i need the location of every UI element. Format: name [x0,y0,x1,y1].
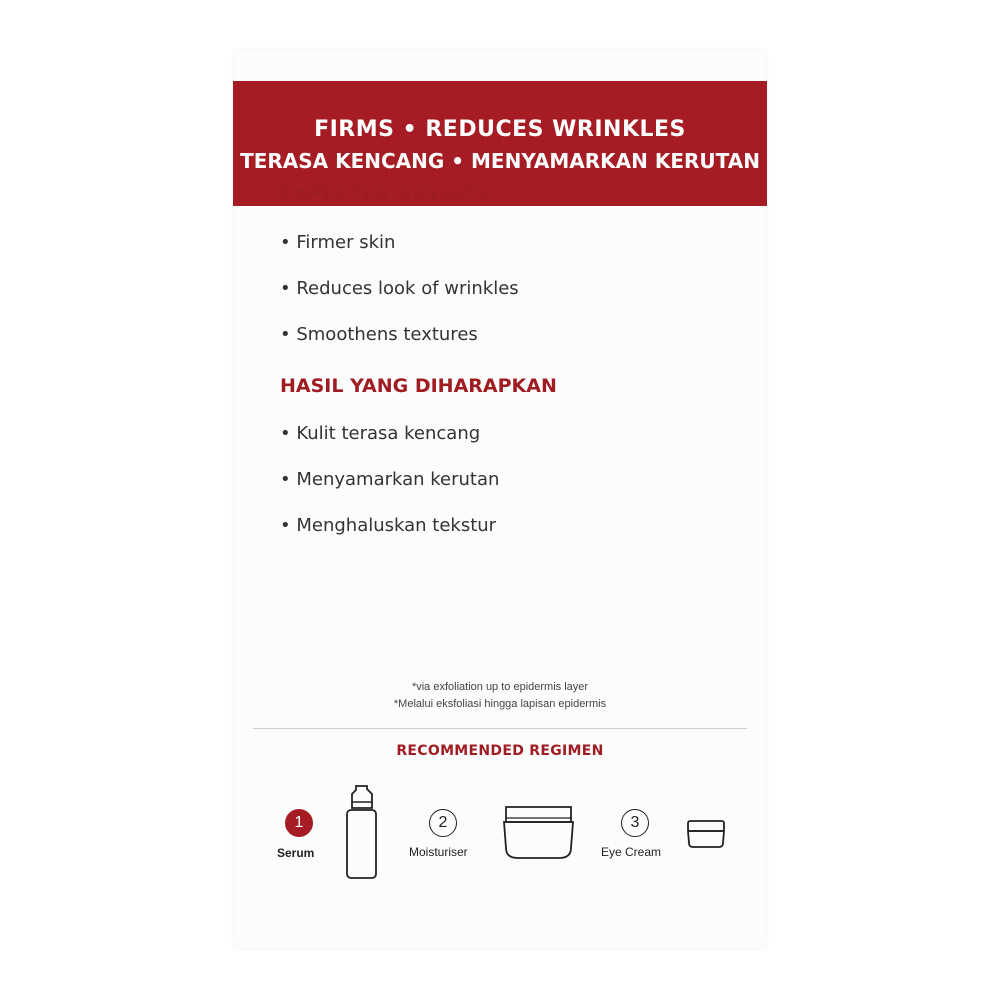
step-2-label: Moisturiser [409,845,468,859]
hasil-item: • Menghaluskan tekstur [280,515,497,536]
footnote-english: *via exfoliation up to epidermis layer [411,681,589,693]
expected-result-item: • Reduces look of wrinkles [280,278,519,299]
step-3-label: Eye Cream [601,845,662,859]
regimen-title: RECOMMENDED REGIMEN [396,743,604,759]
hasil-item: • Menyamarkan kerutan [280,469,500,490]
expected-results-heading: EXPECTED RESULTS [280,183,490,205]
moisturiser-jar-icon [501,804,576,862]
eye-cream-jar-icon [686,819,726,849]
expected-result-text: Firmer skin [296,232,396,253]
product-info-card [233,49,767,949]
section-divider [253,728,747,729]
step-1-label: Serum [277,846,315,860]
step-2-badge: 2 [429,809,457,837]
hasil-text: Kulit terasa kencang [296,423,481,444]
expected-result-text: Smoothens textures [296,324,478,345]
footnote-indonesian: *Melalui eksfoliasi hingga lapisan epidermis [393,698,607,710]
step-3-badge: 3 [621,809,649,837]
step-1-badge: 1 [285,809,313,837]
hasil-item: • Kulit terasa kencang [280,423,481,444]
hasil-text: Menyamarkan kerutan [296,469,500,490]
expected-result-text: Reduces look of wrinkles [296,278,519,299]
expected-result-item: • Smoothens textures [280,324,478,345]
hasil-heading: HASIL YANG DIHARAPKAN [280,375,557,397]
banner-title-english: FIRMS • REDUCES WRINKLES [314,117,686,142]
banner-title-indonesian: TERASA KENCANG • MENYAMARKAN KERUTAN [240,149,760,173]
expected-result-item: • Firmer skin [280,232,396,253]
hasil-text: Menghaluskan tekstur [296,515,497,536]
serum-bottle-icon [343,784,381,882]
